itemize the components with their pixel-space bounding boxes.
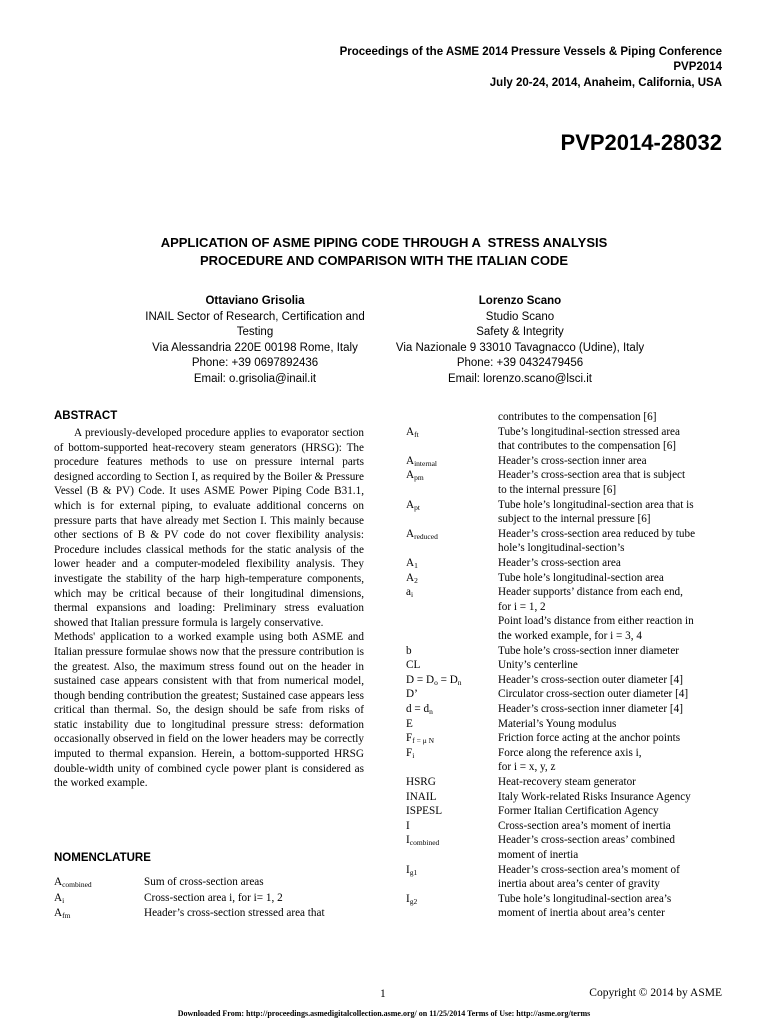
nomenclature-definition: hole’s longitudinal-section’s — [498, 542, 625, 555]
author-address: Via Alessandria 220E 00198 Rome, Italy — [152, 341, 358, 354]
nomenclature-definition: moment of inertia about area’s center — [498, 907, 665, 920]
title-line-2: PROCEDURE AND COMPARISON WITH THE ITALIAN CODE — [199, 253, 569, 268]
nomenclature-entry — [406, 863, 736, 892]
nomenclature-definition: contributes to the compensation [6] — [498, 411, 657, 423]
nomenclature-entry — [406, 571, 736, 586]
copyright-notice: Copyright © 2014 by ASME — [589, 987, 722, 999]
abstract-heading: ABSTRACT — [54, 410, 118, 422]
nomenclature-definition: Italy Work-related Risks Insurance Agency — [498, 790, 691, 803]
title-line-1: APPLICATION OF ASME PIPING CODE THROUGH A STRESS ANALYSIS — [160, 235, 608, 250]
nomenclature-definition: Cross-section area’s moment of inertia — [498, 819, 671, 832]
nomenclature-entry — [406, 702, 736, 717]
nomenclature-entry — [406, 819, 736, 834]
nomenclature-entry — [406, 454, 736, 469]
nomenclature-entry — [54, 906, 384, 922]
nomenclature-definition: Header’s cross-section inner diameter [4] — [498, 703, 683, 715]
nomenclature-entry — [406, 425, 736, 454]
nomenclature-definition: for i = x, y, z — [498, 761, 556, 774]
abstract-body — [54, 426, 364, 791]
nomenclature-symbol: D’ — [406, 688, 418, 701]
nomenclature-definition: Header’s cross-section area that is subject — [498, 469, 686, 482]
nomenclature-symbol: $F_i$ — [406, 746, 415, 760]
nomenclature-entry — [406, 673, 736, 688]
nomenclature-entry — [406, 790, 736, 805]
nomenclature-definition: that contributes to the compensation [6] — [498, 440, 677, 453]
nomenclature-definition: subject to the internal pressure [6] — [498, 513, 651, 526]
nomenclature-symbol: $d = d_n$ — [406, 703, 433, 716]
nomenclature-entry — [406, 410, 736, 425]
author-name: Ottaviano Grisolia — [205, 295, 305, 307]
nomenclature-entry — [406, 717, 736, 732]
nomenclature-heading: NOMENCLATURE — [54, 852, 151, 864]
nomenclature-entry — [406, 658, 736, 673]
nomenclature-definition: Point load’s distance from either reaction in — [498, 615, 694, 628]
nomenclature-entry — [54, 875, 384, 891]
nomenclature-symbol: b — [406, 644, 412, 657]
download-notice: Downloaded From: http://proceedings.asmedigitalcollection.asme.org/ on 11/25/2014 Terms of Use: http://asme.org/terms — [177, 1009, 591, 1018]
nomenclature-symbol: $A_i$ — [54, 891, 65, 905]
nomenclature-entry — [406, 585, 736, 643]
nomenclature-definition: Tube hole’s longitudinal-section area — [498, 571, 664, 584]
nomenclature-definition: Header’s cross-section area — [498, 557, 621, 569]
nomenclature-symbol: I — [406, 819, 410, 832]
paper-title — [60, 234, 708, 270]
abstract-paragraph-2: Methods' application to a worked example using both ASME and Italian pressure formulae shows now that the pressure contribution is the greatest. Also, the maximum stress found out on the header in sustained case appears consistent with that from numerical model, though bending contribution the greatest; Sustained case appears less critical than thermal. So, the design should be safe from risks of static instability due to longitudinal pressure stress: deformation occasionally observed in field on the lower headers may be correctly imputed to thermal expansion. Herein, a bottom-supported HRSG double-width unity of combined cycle power plant is considered as the worked example. — [54, 631, 364, 790]
nomenclature-entry — [406, 775, 736, 790]
author-phone: Phone: +39 0432479456 — [456, 357, 584, 369]
author-affiliation-cont: Safety & Integrity — [476, 326, 564, 338]
nomenclature-entry — [406, 833, 736, 862]
nomenclature-symbol: $A_{reduced}$ — [406, 527, 438, 541]
nomenclature-symbol: $A_2$ — [406, 571, 418, 585]
nomenclature-definition: Force along the reference axis i, — [498, 746, 642, 759]
paper-id: PVP2014-28032 — [560, 130, 722, 155]
author-name: Lorenzo Scano — [478, 295, 562, 307]
nomenclature-definition: Heat-recovery steam generator — [498, 776, 636, 788]
nomenclature-definition: Header supports’ distance from each end, — [498, 586, 683, 599]
nomenclature-entry — [54, 891, 384, 907]
nomenclature-definition: the worked example, for i = 3, 4 — [498, 629, 642, 642]
nomenclature-definition: for i = 1, 2 — [498, 600, 546, 613]
nomenclature-symbol: ISPESL — [406, 805, 443, 818]
nomenclature-definition: Tube’s longitudinal-section stressed area — [498, 425, 680, 438]
nomenclature-definition: inertia about area’s center of gravity — [498, 878, 660, 891]
nomenclature-definition: Header’s cross-section areas’ combined — [498, 834, 675, 847]
nomenclature-symbol: INAIL — [406, 790, 437, 803]
author-email: Email: o.grisolia@inail.it — [193, 372, 317, 385]
nomenclature-symbol: $A_{ft}$ — [406, 425, 419, 439]
page-number: 1 — [380, 988, 386, 1000]
nomenclature-definition: moment of inertia — [498, 848, 579, 861]
nomenclature-entry — [406, 804, 736, 819]
nomenclature-symbol: $A_{internal}$ — [406, 454, 438, 468]
abstract-paragraph-1: A previously-developed procedure applies to evaporator section of bottom-supported heat-recovery steam generators (HRSG): The procedure features methods to use on pressure internal parts designed according to Section I, as required by the Boiler & Pressure Vessel (B & PV) Code. It uses ASME Power Piping Code B31.1, which is for external piping, to evaluate additional concerns on pressure parts that have already met Section I. This mainly because other sections of B & PV code do not cover flexibility analysis: Procedure includes classical methods for the static analysis of the lower header and a computer-modeled flexibility analysis. They investigate the stability of the harp high-temperature components, which may be critical because of their longitudinal dimensions, thermal expansions and loading: Preliminary stress evaluation showed that Italian pressure formula is largely conservative. — [54, 427, 364, 629]
author-address: Via Nazionale 9 33010 Tavagnacco (Udine), Italy — [395, 341, 645, 354]
nomenclature-definition: Unity’s centerline — [498, 659, 578, 672]
nomenclature-symbol: $a_i$ — [406, 586, 414, 600]
nomenclature-symbol: $D = D_o = D_n$ — [406, 673, 462, 687]
nomenclature-entry — [406, 746, 736, 775]
nomenclature-symbol: $I_{combined}$ — [406, 834, 440, 848]
author-affiliation: Studio Scano — [485, 310, 555, 323]
conference-name: Proceedings of the ASME 2014 Pressure Vessels & Piping Conference — [339, 46, 722, 58]
conference-code: PVP2014 — [673, 61, 722, 73]
nomenclature-definition: Header’s cross-section stressed area that — [144, 907, 325, 919]
nomenclature-definition: Tube hole’s longitudinal-section area’s — [498, 892, 672, 905]
nomenclature-symbol: $A_{combined}$ — [54, 876, 92, 889]
nomenclature-entry — [406, 731, 736, 746]
nomenclature-entry — [406, 687, 736, 702]
nomenclature-definition: Tube hole’s longitudinal-section area that is — [498, 498, 694, 511]
nomenclature-symbol: $A_{pt}$ — [406, 498, 420, 512]
nomenclature-symbol: E — [406, 717, 413, 730]
nomenclature-symbol: $I_{g1}$ — [406, 863, 418, 877]
author-affiliation: INAIL Sector of Research, Certification and — [145, 310, 365, 323]
nomenclature-symbol: $A_1$ — [406, 557, 418, 570]
nomenclature-entry — [406, 498, 736, 527]
nomenclature-definition: Header’s cross-section inner area — [498, 454, 647, 467]
nomenclature-symbol: HSRG — [406, 776, 436, 788]
nomenclature-definition: Sum of cross-section areas — [144, 876, 264, 888]
nomenclature-definition: Cross-section area i, for i= 1, 2 — [144, 891, 283, 904]
nomenclature-symbol: $A_{pm}$ — [406, 469, 424, 483]
nomenclature-definition: Circulator cross-section outer diameter [4] — [498, 688, 689, 701]
nomenclature-definition: to the internal pressure [6] — [498, 483, 617, 496]
nomenclature-entry — [406, 527, 736, 556]
nomenclature-symbol: $A_{fm}$ — [54, 907, 71, 920]
author-email: Email: lorenzo.scano@lsci.it — [448, 372, 592, 385]
nomenclature-symbol: CL — [406, 659, 421, 672]
nomenclature-entry — [406, 644, 736, 659]
author-block-2 — [370, 294, 670, 387]
nomenclature-entry — [406, 468, 736, 497]
author-affiliation-cont: Testing — [236, 326, 274, 338]
nomenclature-definition: Friction force acting at the anchor points — [498, 732, 681, 745]
nomenclature-entry — [406, 892, 736, 921]
nomenclature-definition: Former Italian Certification Agency — [498, 805, 659, 818]
nomenclature-definition: Header’s cross-section area’s moment of — [498, 863, 680, 876]
nomenclature-definition: Material’s Young modulus — [498, 717, 617, 730]
nomenclature-symbol: $F_{f = \mu N}$ — [406, 732, 435, 746]
author-phone: Phone: +39 0697892436 — [191, 357, 319, 369]
nomenclature-symbol: $I_{g2}$ — [406, 892, 418, 906]
nomenclature-definition: Tube hole’s cross-section inner diameter — [498, 644, 680, 657]
conference-date-location: July 20-24, 2014, Anaheim, California, USA — [489, 77, 722, 89]
nomenclature-definition: Header’s cross-section outer diameter [4] — [498, 673, 683, 686]
nomenclature-definition: Header’s cross-section area reduced by tube — [498, 527, 696, 540]
nomenclature-entry — [406, 556, 736, 571]
